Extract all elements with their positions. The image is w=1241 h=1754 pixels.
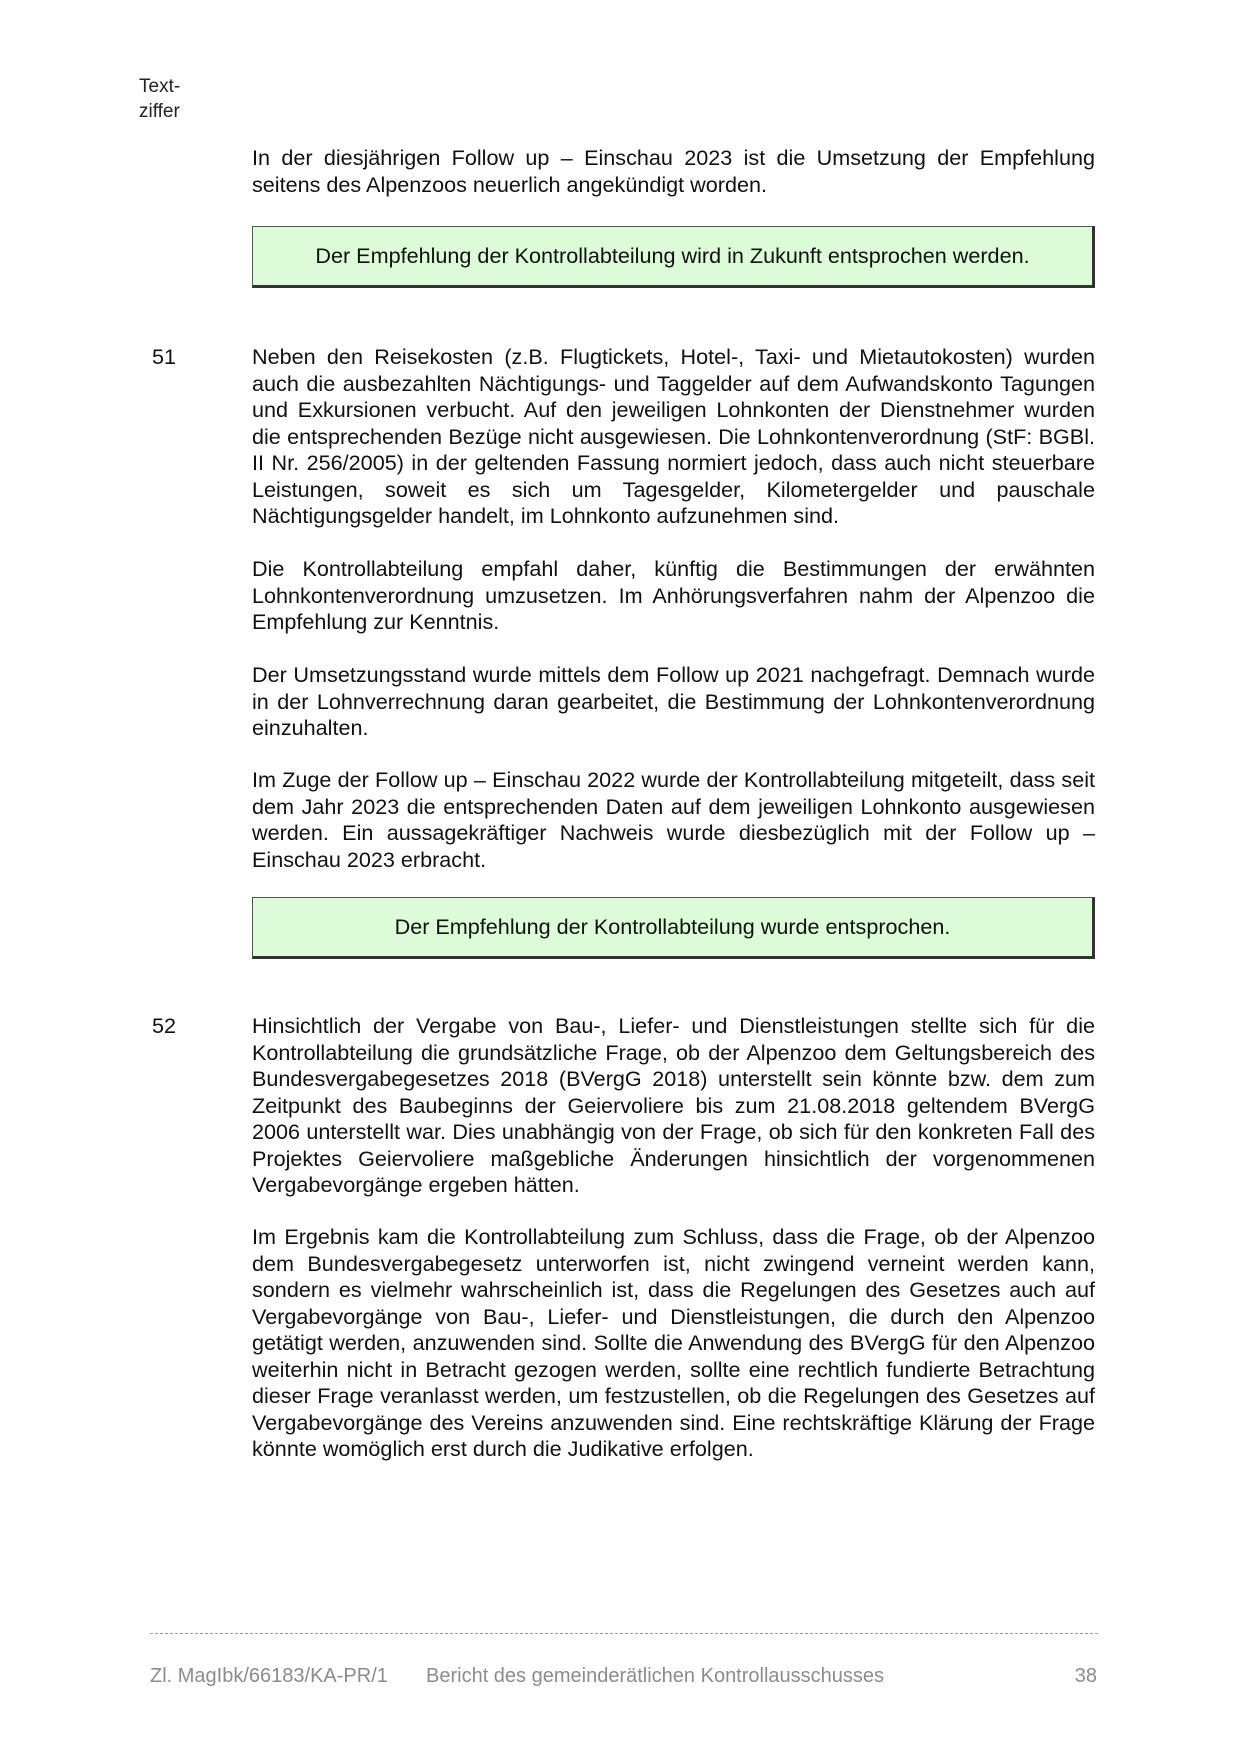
margin-label-line2: ziffer [139, 101, 180, 122]
section52-paragraph-2: Im Ergebnis kam die Kontrollabteilung zum Schluss, dass die Frage, ob der Alpenzoo dem Bundesvergabegesetz unterworfen ist, nicht zwingend verneint werden kann, sondern es vielmehr wahrscheinlich ist, dass die Regelungen des Gesetzes auch auf Vergabevorgänge von Bau-, Liefer- und Dienstleistungen, die durch den Alpenzoo getätigt werden, anzuwenden sind. Sollte die Anwendung des BVergG für den Alpenzoo weiterhin nicht in Betracht gezogen werden, sollte eine rechtlich fundierte Betrachtung dieser Frage veranlasst werden, um festzustellen, ob die Regelungen des Gesetzes auf Vergabevorgänge des Vereins anzuwenden sind. Eine rechtskräftige Klärung der Frage könnte womöglich erst durch die Judikative erfolgen. [252, 1224, 1095, 1461]
section-number-51: 51 [152, 344, 177, 369]
section51-paragraph-4: Im Zuge der Follow up – Einschau 2022 wurde der Kontrollabteilung mitgeteilt, dass seit dem Jahr 2023 die entsprechenden Daten auf dem jeweiligen Lohnkonto ausgewiesen werden. Ein aussagekräftiger Nachweis wurde diesbezüglich mit der Follow up – Einschau 2023 erbracht. [252, 767, 1095, 872]
section52-paragraph-1: Hinsichtlich der Vergabe von Bau-, Liefer- und Dienstleistungen stellte sich für die Kontrollabteilung die grundsätzliche Frage, ob der Alpenzoo dem Geltungsbereich des Bundesvergabegesetzes 2018 (BVergG 2018) unterstellt sein könnte bzw. dem zum Zeitpunkt des Baubeginns der Geiervoliere bis zum 21.08.2018 geltendem BVergG 2006 unterstellt war. Dies unabhängig von der Frage, ob sich für den konkreten Fall des Projektes Geiervoliere maßgebliche Änderungen hinsichtlich der vorgenommenen Vergabevorgänge ergeben hätten. [252, 1013, 1095, 1197]
section-number-52: 52 [152, 1013, 177, 1038]
recommendation-box-future [252, 226, 1095, 288]
footer-report-title: Bericht des gemeinderätlichen Kontrollausschusses [426, 1665, 885, 1687]
intro-paragraph: In der diesjährigen Follow up – Einschau 2023 ist die Umsetzung der Empfehlung seitens des Alpenzoos neuerlich angekündigt worden. [252, 145, 1095, 197]
recommendation-box-future-text: Der Empfehlung der Kontrollabteilung wird in Zukunft entsprochen werden. [315, 243, 1030, 268]
recommendation-box-fulfilled-text: Der Empfehlung der Kontrollabteilung wurde entsprochen. [394, 914, 951, 939]
footer-divider [150, 1633, 1098, 1634]
recommendation-box-fulfilled [252, 897, 1095, 959]
section51-paragraph-2: Die Kontrollabteilung empfahl daher, künftig die Bestimmungen der erwähnten Lohnkontenverordnung umzusetzen. Im Anhörungsverfahren nahm der Alpenzoo die Empfehlung zur Kenntnis. [252, 556, 1095, 634]
footer-page-number: 38 [1074, 1665, 1097, 1687]
margin-label-line1: Text- [139, 76, 181, 97]
margin-label [139, 74, 180, 124]
section51-paragraph-3: Der Umsetzungsstand wurde mittels dem Follow up 2021 nachgefragt. Demnach wurde in der Lohnverrechnung daran gearbeitet, die Bestimmung der Lohnkontenverordnung einzuhalten. [252, 662, 1095, 740]
footer-reference: Zl. MagIbk/66183/KA-PR/1 [150, 1665, 388, 1687]
section51-paragraph-1: Neben den Reisekosten (z.B. Flugtickets, Hotel-, Taxi- und Mietautokosten) wurden auch die ausbezahlten Nächtigungs- und Taggelder auf dem Aufwandskonto Tagungen und Exkursionen verbucht. Auf den jeweiligen Lohnkonten der Dienstnehmer wurden die entsprechenden Bezüge nicht ausgewiesen. Die Lohnkontenverordnung (StF: BGBl. II Nr. 256/2005) in der geltenden Fassung normiert jedoch, dass auch nicht steuerbare Leistungen, soweit es sich um Tagesgelder, Kilometergelder und pauschale Nächtigungsgelder handelt, im Lohnkonto aufzunehmen sind. [252, 344, 1095, 528]
